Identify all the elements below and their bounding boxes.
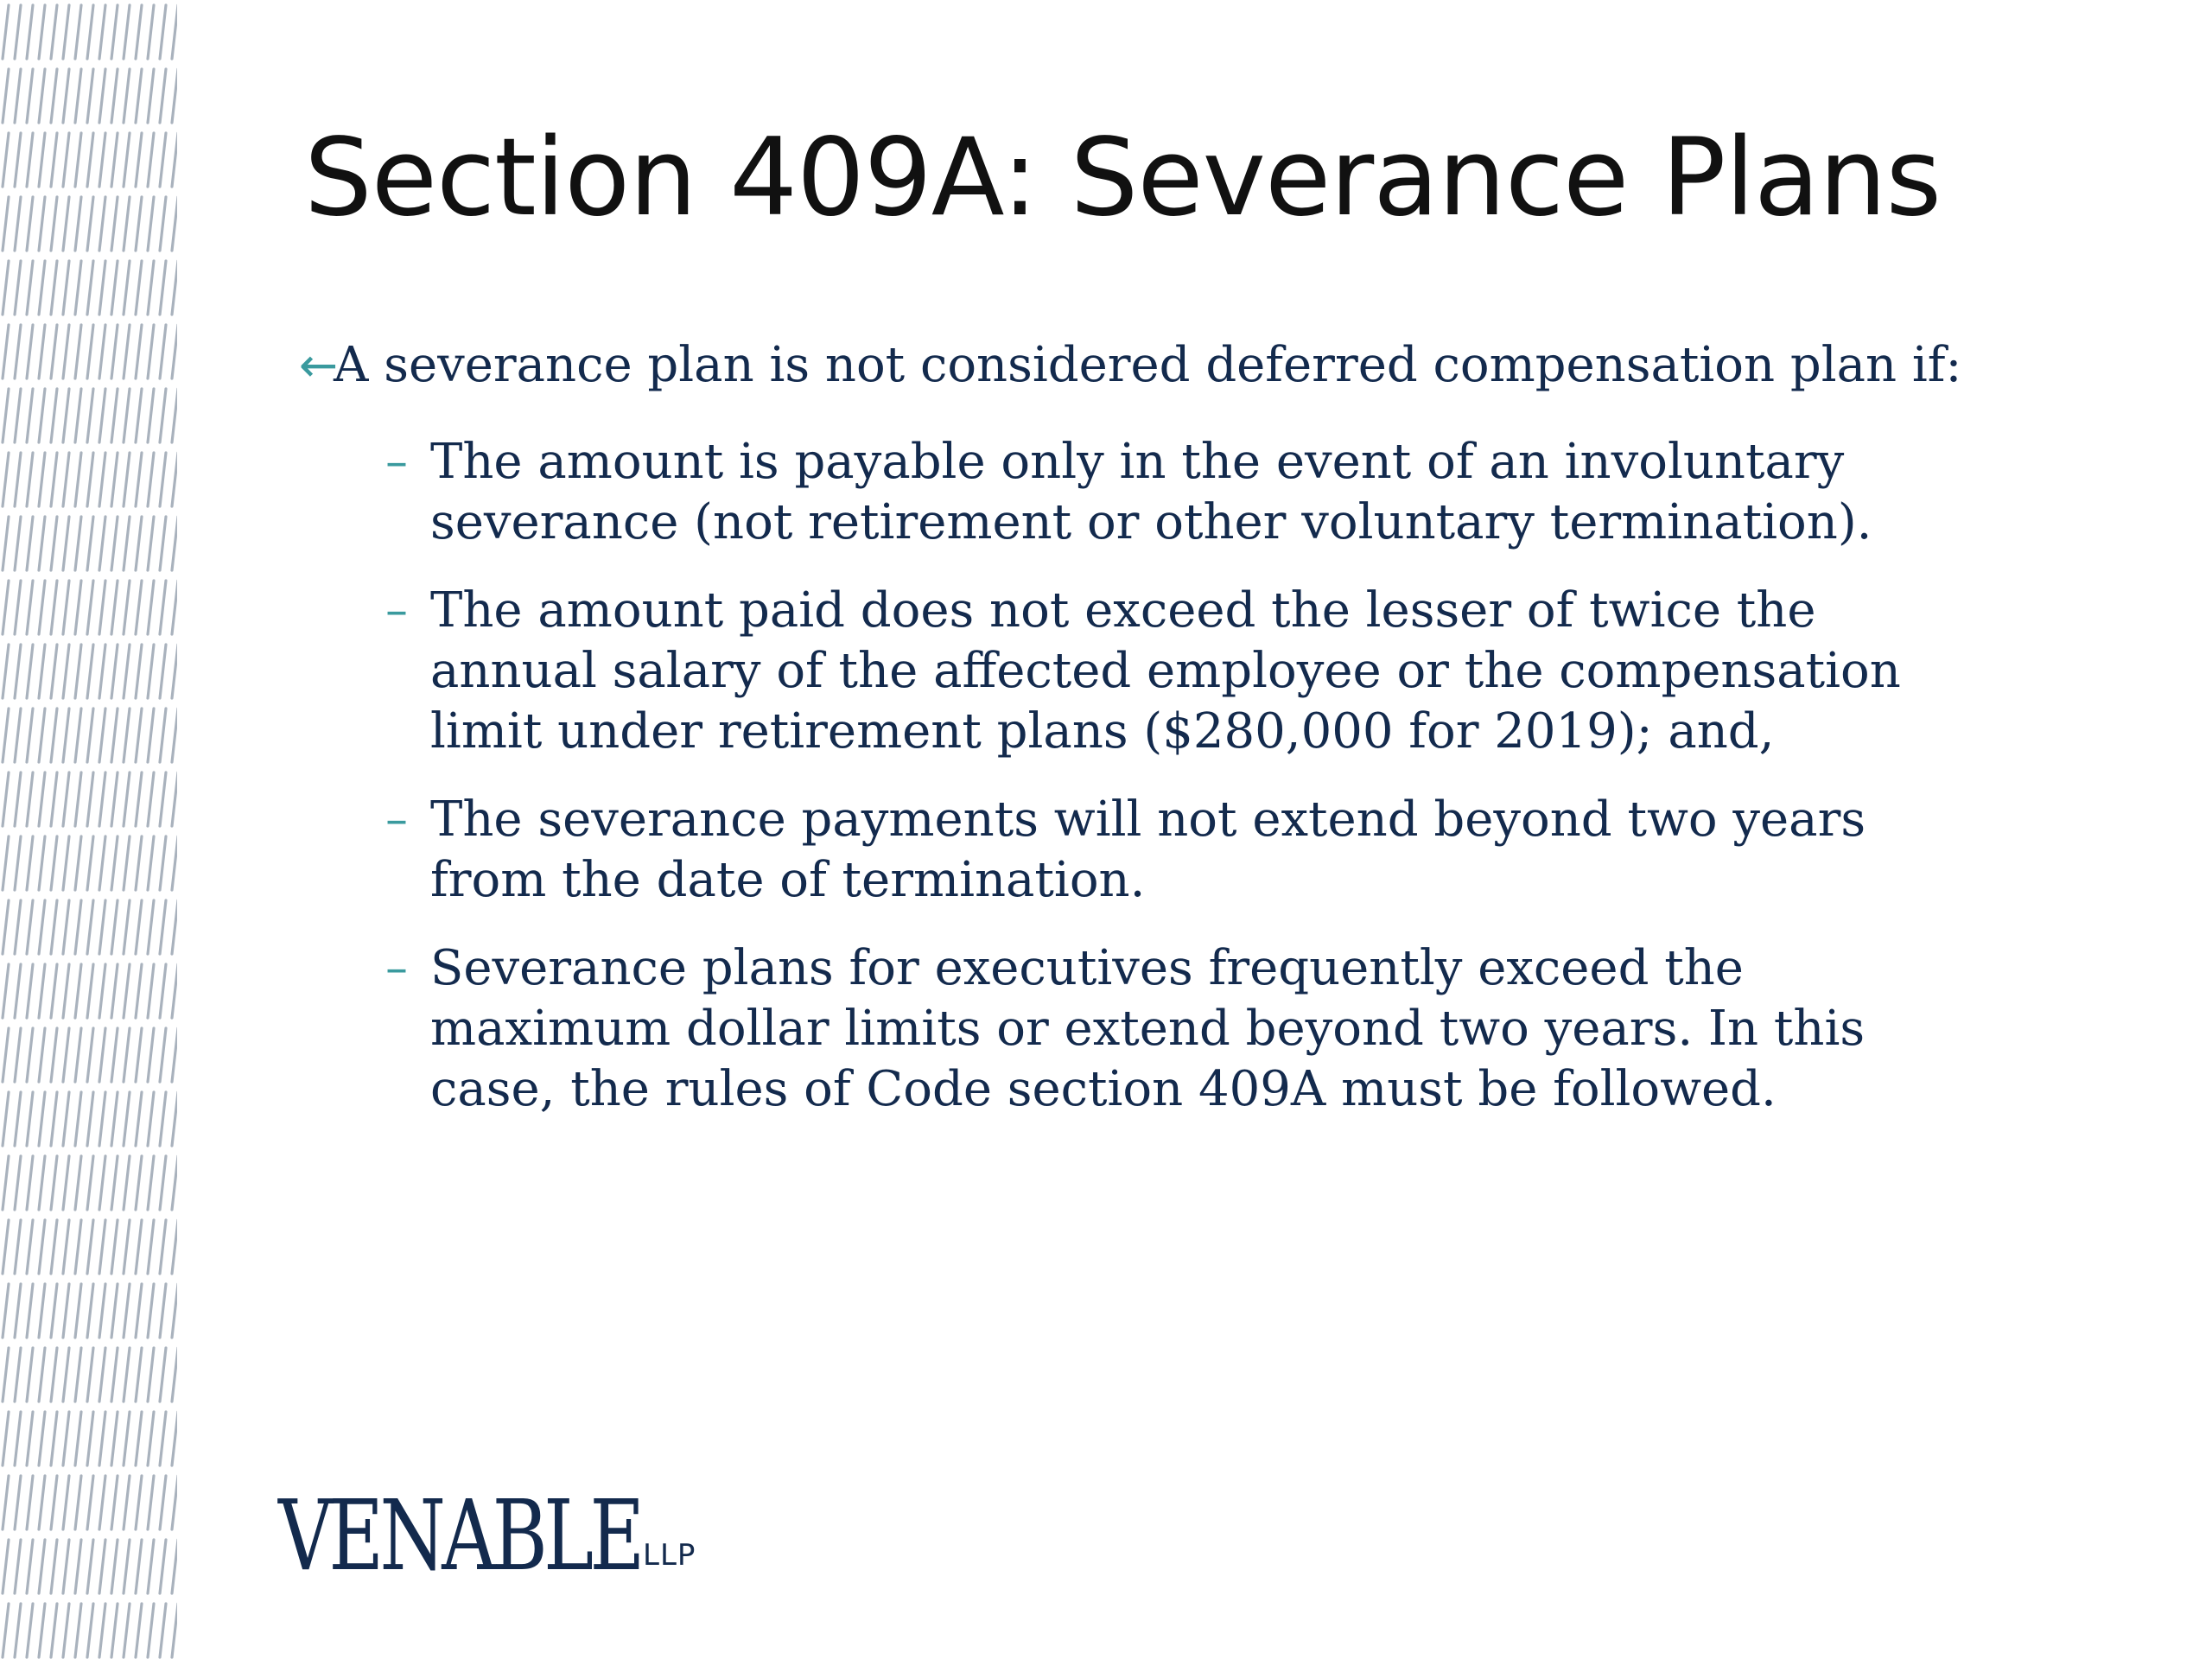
logo-suffix: LLP — [643, 1538, 696, 1573]
intro-bullet — [299, 335, 1989, 396]
sub-bullet-item — [304, 432, 1989, 553]
sub-bullet-text: The amount paid does not exceed the lesser of twice the annual salary of the affected employee or the compensation limit under retirement plans ($280,000 for 2019); and, — [430, 582, 1901, 760]
left-arrow-icon: ← — [299, 338, 339, 392]
slide-body — [299, 335, 1989, 1147]
sub-bullet-item — [304, 790, 1989, 911]
slide-title: Section 409A: Severance Plans — [304, 116, 1942, 240]
logo-name: VENABLE — [278, 1480, 641, 1592]
sub-bullet-text: The amount is payable only in the event of an involuntary severance (not retirement or other voluntary termination). — [430, 434, 1872, 550]
company-logo — [278, 1455, 743, 1592]
intro-bullet-text: A severance plan is not considered deferred compensation plan if: — [334, 337, 1962, 393]
sub-bullet-text: Severance plans for executives frequently exceed the maximum dollar limits or extend beyond two years. In this case, the rules of Code section 409A must be followed. — [430, 940, 1866, 1117]
sub-bullet-list — [304, 432, 1989, 1120]
sub-bullet-item — [304, 581, 1989, 762]
diagonal-stripes-pattern — [0, 0, 181, 1659]
dash-icon: – — [385, 585, 408, 637]
sub-bullet-item — [304, 938, 1989, 1120]
dash-icon: – — [385, 436, 408, 488]
dash-icon: – — [385, 794, 408, 846]
dash-icon: – — [385, 943, 408, 995]
sub-bullet-text: The severance payments will not extend beyond two years from the date of termination. — [430, 791, 1866, 908]
